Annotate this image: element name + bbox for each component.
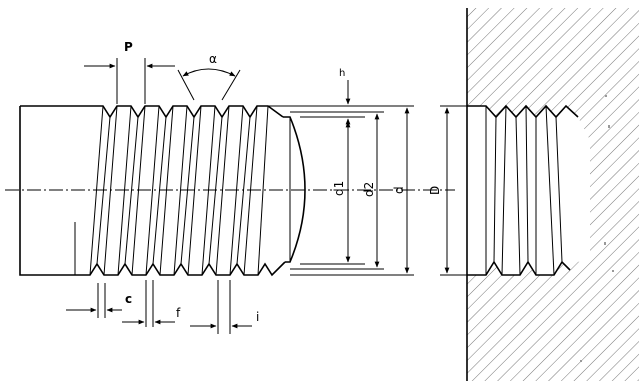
crest-label: f bbox=[176, 306, 181, 320]
nut-thread-bottom bbox=[467, 262, 570, 275]
nut-hatching bbox=[467, 8, 639, 381]
minor-diameter-dimension bbox=[300, 122, 365, 264]
pitch-label: P bbox=[124, 40, 133, 54]
clearance-dimension bbox=[66, 283, 132, 318]
nut-thread-helix bbox=[486, 106, 562, 275]
root-label: i bbox=[256, 310, 260, 324]
minor-diameter-label: d1 bbox=[332, 180, 346, 196]
thread-depth-dimension bbox=[260, 68, 365, 140]
angle-dimension bbox=[178, 52, 240, 100]
nut-diameter-label: D bbox=[428, 185, 442, 195]
nut-diameter-dimension bbox=[428, 106, 486, 275]
nut-section bbox=[467, 8, 639, 381]
angle-label: α bbox=[209, 52, 217, 66]
major-diameter-label: d bbox=[392, 186, 406, 194]
root-dimension bbox=[190, 280, 259, 334]
thread-top-profile bbox=[95, 106, 283, 117]
clearance-label: c bbox=[125, 292, 133, 306]
thread-bottom-profile bbox=[85, 262, 285, 275]
pitch-diameter-label: d2 bbox=[362, 181, 376, 197]
depth-label: h bbox=[339, 68, 346, 79]
pitch-dimension bbox=[84, 40, 175, 104]
